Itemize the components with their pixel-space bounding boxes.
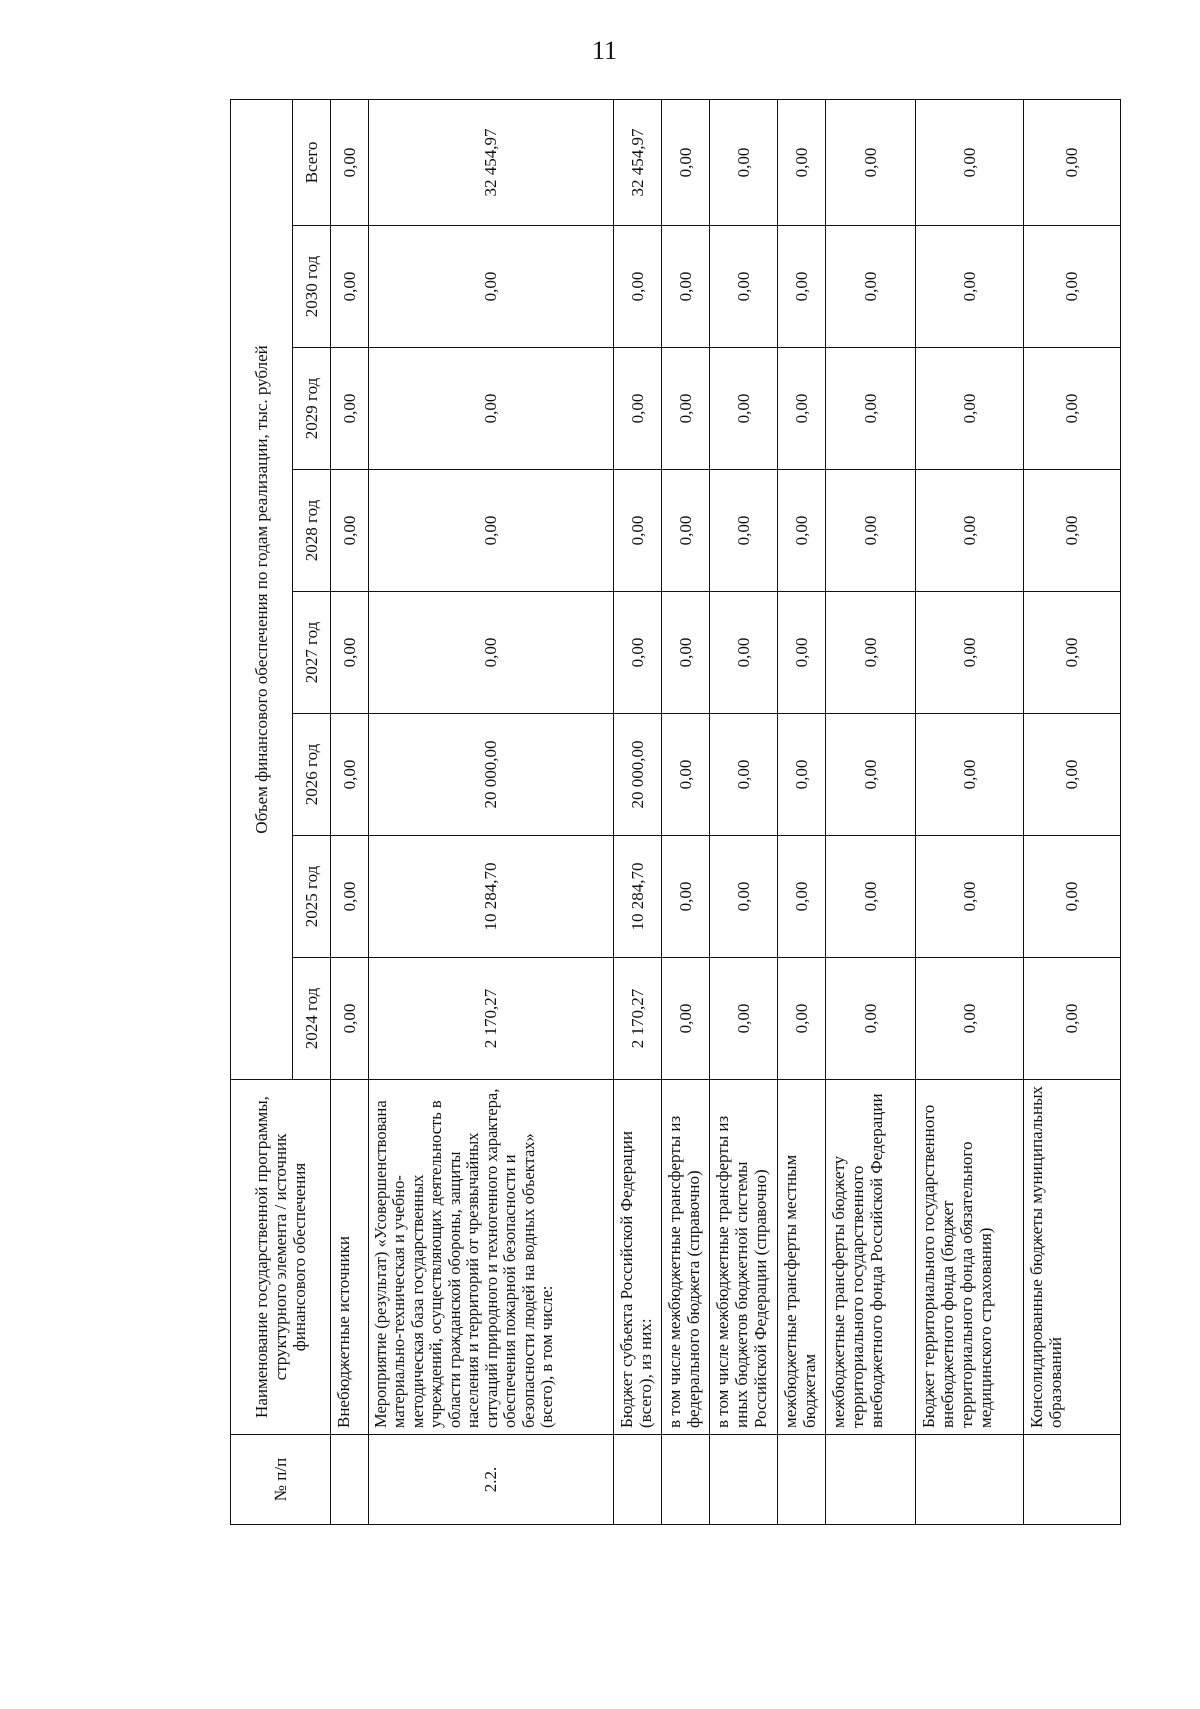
row-value: 0,00	[778, 470, 826, 592]
header-num: № п/п	[231, 1435, 331, 1525]
row-value: 0,00	[1024, 836, 1121, 958]
row-value: 0,00	[710, 470, 778, 592]
row-total: 0,00	[710, 99, 778, 225]
row-total: 0,00	[331, 99, 369, 225]
row-name: межбюджетные трансферты местным бюджетам	[778, 1080, 826, 1435]
row-value: 0,00	[331, 348, 369, 470]
row-value: 0,00	[710, 958, 778, 1080]
row-total: 0,00	[662, 99, 710, 225]
row-value: 10 284,70	[614, 836, 662, 958]
row-value: 0,00	[778, 348, 826, 470]
row-value: 0,00	[916, 348, 1024, 470]
row-value: 0,00	[916, 958, 1024, 1080]
row-name: Мероприятие (результат) «Усовершенствована материально-техническая и учебно-методическая база государственных учреждений, осуществляющих деятельность в области гражданской обороны, защиты населения и территорий от чрезвычайных ситуаций природного и техногенного характера, обеспечения пожарной безопасности и безопасности людей на водных объектах» (всего), в том числе:	[369, 1080, 614, 1435]
table-row	[331, 99, 369, 1524]
header-year: 2026 год	[293, 714, 331, 836]
header-year: 2030 год	[293, 226, 331, 348]
row-value: 0,00	[369, 348, 614, 470]
row-value: 0,00	[369, 470, 614, 592]
row-value: 0,00	[778, 836, 826, 958]
row-value: 0,00	[662, 592, 710, 714]
row-value: 0,00	[916, 592, 1024, 714]
row-value: 0,00	[710, 226, 778, 348]
row-name: Бюджет территориального государственного внебюджетного фонда (бюджет территориального фонда обязательного медицинского страхования)	[916, 1080, 1024, 1435]
row-value: 0,00	[826, 226, 916, 348]
row-total: 32 454,97	[614, 99, 662, 225]
row-value: 0,00	[826, 836, 916, 958]
row-num	[614, 1435, 662, 1525]
row-value: 10 284,70	[369, 836, 614, 958]
row-value: 2 170,27	[614, 958, 662, 1080]
row-value: 0,00	[614, 470, 662, 592]
row-value: 0,00	[662, 958, 710, 1080]
row-total: 0,00	[1024, 99, 1121, 225]
table-row	[916, 99, 1024, 1524]
row-value: 0,00	[710, 714, 778, 836]
financing-table	[230, 99, 1121, 1525]
row-value: 0,00	[614, 348, 662, 470]
row-value: 0,00	[778, 226, 826, 348]
table-row	[778, 99, 826, 1524]
row-value: 0,00	[826, 592, 916, 714]
table-row	[710, 99, 778, 1524]
row-value: 0,00	[1024, 226, 1121, 348]
row-value: 0,00	[1024, 348, 1121, 470]
row-value: 0,00	[614, 226, 662, 348]
table-row	[826, 99, 916, 1524]
row-num	[662, 1435, 710, 1525]
row-value: 0,00	[826, 348, 916, 470]
row-num	[778, 1435, 826, 1525]
row-value: 0,00	[1024, 714, 1121, 836]
row-name: в том числе межбюджетные трансферты из иных бюджетов бюджетной системы Российской Федерации (справочно)	[710, 1080, 778, 1435]
table-row	[662, 99, 710, 1524]
row-value: 0,00	[331, 714, 369, 836]
header-group: Объем финансового обеспечения по годам реализации, тыс. рублей	[231, 99, 293, 1079]
header-year: 2024 год	[293, 958, 331, 1080]
row-name: Бюджет субъекта Российской Федерации (всего), из них:	[614, 1080, 662, 1435]
row-num	[1024, 1435, 1121, 1525]
row-value: 0,00	[331, 226, 369, 348]
row-value: 20 000,00	[614, 714, 662, 836]
row-value: 0,00	[778, 592, 826, 714]
row-value: 0,00	[916, 470, 1024, 592]
header-year: 2025 год	[293, 836, 331, 958]
row-value: 0,00	[331, 836, 369, 958]
row-value: 0,00	[916, 714, 1024, 836]
row-name: межбюджетные трансферты бюджету территориального государственного внебюджетного фонда Российской Федерации	[826, 1080, 916, 1435]
row-value: 0,00	[331, 958, 369, 1080]
table-row	[369, 99, 614, 1524]
row-total: 32 454,97	[369, 99, 614, 225]
row-value: 0,00	[662, 226, 710, 348]
row-name: в том числе межбюджетные трансферты из федерального бюджета (справочно)	[662, 1080, 710, 1435]
row-num	[916, 1435, 1024, 1525]
row-value: 0,00	[1024, 592, 1121, 714]
row-value: 0,00	[662, 470, 710, 592]
row-name: Консолидированные бюджеты муниципальных образований	[1024, 1080, 1121, 1435]
table-row	[614, 99, 662, 1524]
row-value: 0,00	[369, 226, 614, 348]
header-year: 2027 год	[293, 592, 331, 714]
row-value: 0,00	[916, 836, 1024, 958]
row-value: 0,00	[662, 714, 710, 836]
row-value: 0,00	[1024, 470, 1121, 592]
row-value: 0,00	[1024, 958, 1121, 1080]
row-total: 0,00	[916, 99, 1024, 225]
row-value: 0,00	[826, 958, 916, 1080]
row-value: 0,00	[662, 348, 710, 470]
row-value: 0,00	[916, 226, 1024, 348]
row-value: 0,00	[826, 470, 916, 592]
header-year: 2029 год	[293, 348, 331, 470]
table-row	[1024, 99, 1121, 1524]
header-name: Наименование государственной программы, структурного элемента / источник финансового обеспечения	[231, 1080, 331, 1435]
row-value: 0,00	[662, 836, 710, 958]
row-value: 0,00	[614, 592, 662, 714]
row-value: 0,00	[778, 958, 826, 1080]
row-value: 0,00	[331, 470, 369, 592]
row-value: 0,00	[710, 592, 778, 714]
row-value: 2 170,27	[369, 958, 614, 1080]
row-value: 0,00	[778, 714, 826, 836]
row-value: 0,00	[710, 836, 778, 958]
row-num	[710, 1435, 778, 1525]
row-value: 0,00	[826, 714, 916, 836]
row-value: 20 000,00	[369, 714, 614, 836]
page-number: 11	[592, 36, 618, 65]
header-total: Всего	[293, 99, 331, 225]
row-num	[826, 1435, 916, 1525]
row-value: 0,00	[369, 592, 614, 714]
rotated-table-wrapper	[230, 100, 1120, 1525]
header-year: 2028 год	[293, 470, 331, 592]
row-num: 2.2.	[369, 1435, 614, 1525]
row-name: Внебюджетные источники	[331, 1080, 369, 1435]
row-total: 0,00	[778, 99, 826, 225]
row-value: 0,00	[710, 348, 778, 470]
row-value: 0,00	[331, 592, 369, 714]
row-num	[331, 1435, 369, 1525]
row-total: 0,00	[826, 99, 916, 225]
